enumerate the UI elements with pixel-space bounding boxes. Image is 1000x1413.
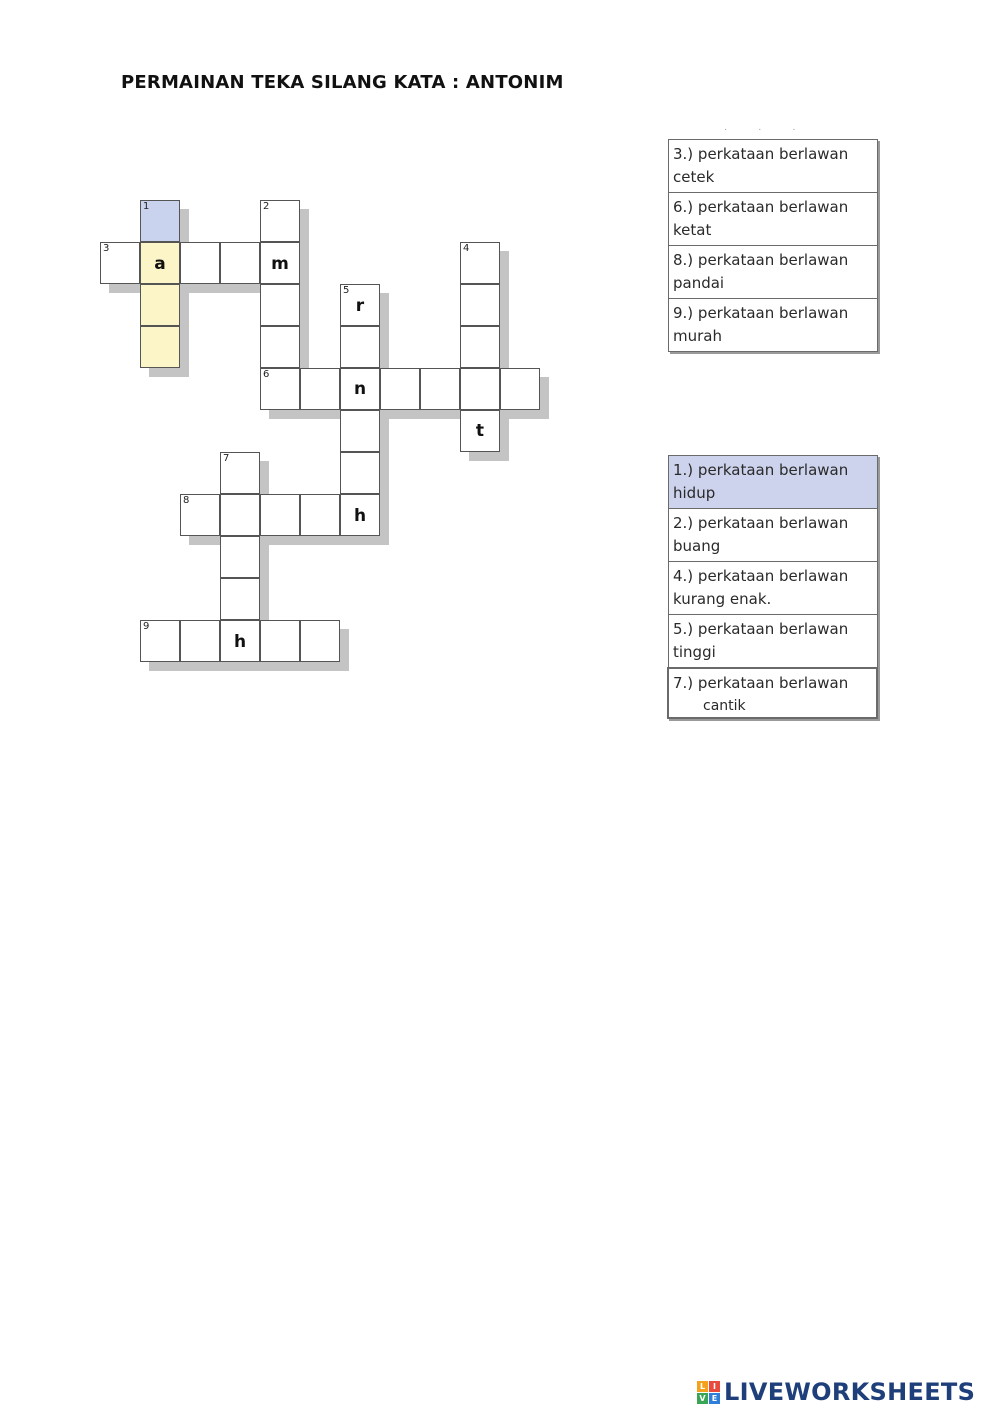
liveworksheets-logo[interactable]	[697, 1378, 975, 1406]
clue-text: 9.) perkataan berlawan	[673, 304, 849, 322]
crossword-cell-7-down-start[interactable]	[220, 452, 260, 494]
clue-number: 7	[223, 453, 230, 464]
clue-number: 9	[143, 621, 150, 632]
crossword-cell[interactable]	[220, 578, 260, 620]
crossword-cell[interactable]	[140, 326, 180, 368]
clue-text: 3.) perkataan berlawan	[673, 145, 849, 163]
logo-tile: L	[697, 1381, 708, 1392]
given-letter: t	[475, 421, 485, 441]
crossword-cell-2-down-start[interactable]	[260, 200, 300, 242]
crossword-cell[interactable]	[340, 494, 380, 536]
crossword-cell[interactable]	[460, 368, 500, 410]
crossword-cell[interactable]	[340, 326, 380, 368]
crossword-cell[interactable]	[220, 536, 260, 578]
clue-box-1	[668, 455, 878, 509]
crossword-cell[interactable]	[420, 368, 460, 410]
clue-box-2	[668, 508, 878, 562]
crossword-cell[interactable]	[300, 620, 340, 662]
crossword-cell[interactable]	[460, 326, 500, 368]
clue-box-6	[668, 192, 878, 246]
given-letter: h	[353, 506, 367, 526]
brand-name: LIVEWORKSHEETS	[724, 1378, 976, 1406]
clue-text: 7.) perkataan berlawan	[673, 674, 849, 692]
crossword-cell[interactable]	[460, 410, 500, 452]
clue-number: 3	[103, 243, 110, 254]
given-letter: r	[355, 296, 365, 316]
given-letter: m	[271, 254, 289, 274]
crossword-cell[interactable]	[340, 410, 380, 452]
clue-box-7	[667, 667, 878, 719]
clue-number: 4	[463, 243, 470, 254]
clue-box-5	[668, 614, 878, 668]
crossword-cell-6-across-start[interactable]	[260, 368, 300, 410]
crossword-cell-5-down-start[interactable]	[340, 284, 380, 326]
given-letter: a	[154, 254, 166, 274]
clue-word: buang	[673, 537, 721, 555]
clue-number: 5	[343, 285, 350, 296]
liveworksheets-logo-icon	[697, 1381, 720, 1404]
crossword-cell[interactable]	[180, 242, 220, 284]
crossword-cell-1-down-start[interactable]	[140, 200, 180, 242]
given-letter: n	[353, 379, 367, 399]
clue-word: cetek	[673, 168, 715, 186]
crossword-cell[interactable]	[500, 368, 540, 410]
crossword-cell-4-down-start[interactable]	[460, 242, 500, 284]
crossword-cell-8-across-start[interactable]	[180, 494, 220, 536]
crossword-cell[interactable]	[300, 368, 340, 410]
clue-number: 2	[263, 201, 270, 212]
clue-text: 6.) perkataan berlawan	[673, 198, 849, 216]
clue-word: murah	[673, 327, 722, 345]
crossword-cell[interactable]	[220, 620, 260, 662]
clue-word: pandai	[673, 274, 725, 292]
crossword-cell-9-across-start[interactable]	[140, 620, 180, 662]
clue-text: 5.) perkataan berlawan	[673, 620, 849, 638]
logo-tile: V	[697, 1393, 708, 1404]
clue-word: kurang enak.	[673, 590, 772, 608]
crossword-cell[interactable]	[380, 368, 420, 410]
crossword-cell[interactable]	[180, 620, 220, 662]
clue-word: tinggi	[673, 643, 716, 661]
crossword-cell[interactable]	[140, 284, 180, 326]
crossword-cell[interactable]	[260, 620, 300, 662]
crossword-cell[interactable]	[460, 284, 500, 326]
given-letter: h	[233, 632, 247, 652]
clue-text: 8.) perkataan berlawan	[673, 251, 849, 269]
crossword-cell[interactable]	[340, 368, 380, 410]
clue-number: 6	[263, 369, 270, 380]
page-title: PERMAINAN TEKA SILANG KATA : ANTONIM	[121, 72, 564, 93]
crossword-cell[interactable]	[220, 242, 260, 284]
crossword-cell[interactable]	[340, 452, 380, 494]
clue-text: 2.) perkataan berlawan	[673, 514, 849, 532]
scan-marks: · · ·	[724, 124, 810, 135]
crossword-cell[interactable]	[220, 494, 260, 536]
clue-number: 8	[183, 495, 190, 506]
clue-box-8	[668, 245, 878, 299]
clue-word: ketat	[673, 221, 712, 239]
crossword-cell[interactable]	[260, 494, 300, 536]
clue-text: 4.) perkataan berlawan	[673, 567, 849, 585]
clue-box-9	[668, 298, 878, 352]
crossword-cell-3-across-start[interactable]	[100, 242, 140, 284]
crossword-cell[interactable]	[140, 242, 180, 284]
clue-text: 1.) perkataan berlawan	[673, 461, 849, 479]
clue-word: hidup	[673, 484, 716, 502]
clue-number: 1	[143, 201, 150, 212]
clue-box-4	[668, 561, 878, 615]
clue-box-3	[668, 139, 878, 193]
crossword-cell[interactable]	[260, 326, 300, 368]
crossword-cell[interactable]	[260, 242, 300, 284]
logo-tile: E	[709, 1393, 720, 1404]
logo-tile: I	[709, 1381, 720, 1392]
crossword-cell[interactable]	[300, 494, 340, 536]
crossword-cell[interactable]	[260, 284, 300, 326]
clue-word: cantik	[703, 698, 746, 714]
